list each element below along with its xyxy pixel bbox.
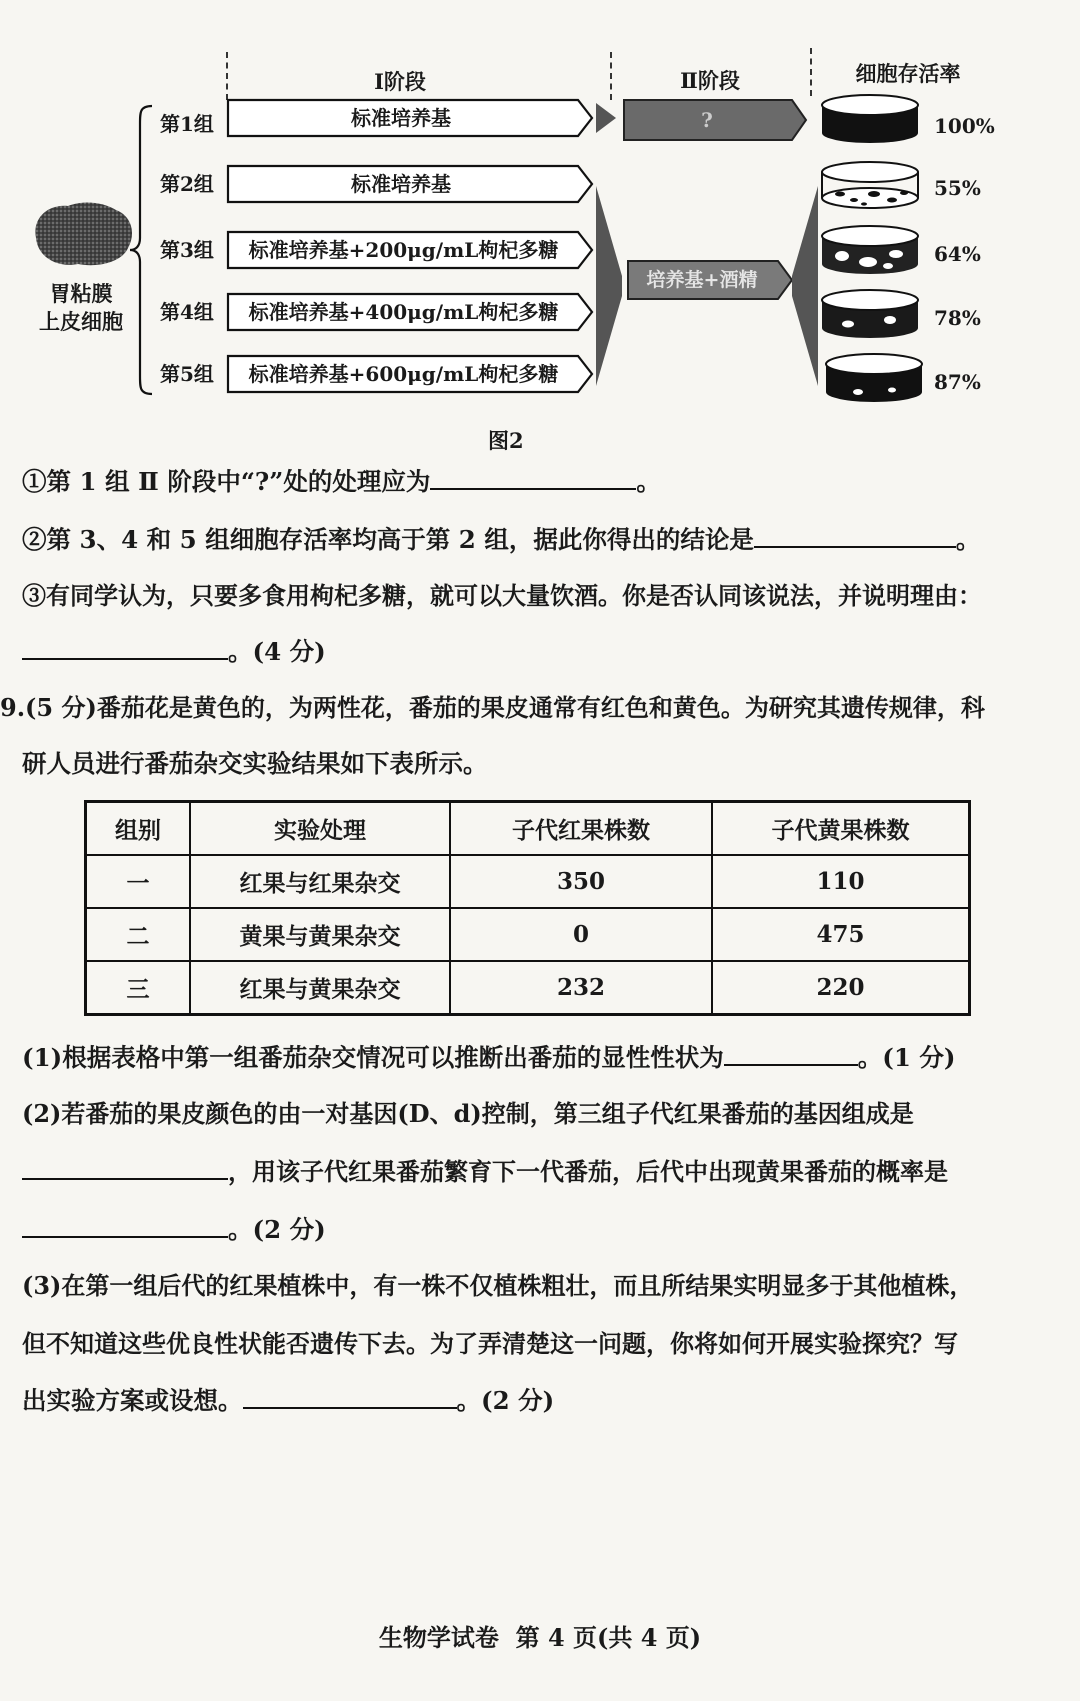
question-9-2-line3 — [22, 1214, 326, 1246]
stage2-arrow-shared — [626, 259, 794, 301]
survival-3: 64% — [934, 242, 981, 266]
table-cell: 一 — [86, 855, 191, 908]
table-row — [86, 908, 970, 961]
question-8-2-text: ②第 3、4 和 5 组细胞存活率均高于第 2 组，据此你得出的结论是 — [22, 525, 754, 554]
table-cell: 二 — [86, 908, 191, 961]
dish-group-3 — [818, 224, 922, 276]
answer-blank-8-3[interactable] — [22, 636, 228, 660]
answer-blank-9-1[interactable] — [724, 1042, 858, 1066]
question-9-3-line3 — [22, 1385, 554, 1417]
table-cell: 110 — [712, 855, 970, 908]
question-8-1-end: 。 — [636, 467, 661, 496]
treatment-5: 标准培养基+600μg/mL枸杞多糖 — [248, 362, 559, 386]
table-cell: 红果与黄果杂交 — [190, 961, 450, 1015]
cross-results-table — [84, 800, 971, 1016]
table-cell: 黄果与黄果杂交 — [190, 908, 450, 961]
table-cell: 三 — [86, 961, 191, 1015]
question-8-3-end: 。(4 分) — [228, 637, 326, 666]
table-cell: 232 — [450, 961, 712, 1015]
question-8-2 — [22, 524, 980, 556]
treatment-2: 标准培养基 — [351, 172, 451, 196]
survival-1: 100% — [934, 114, 995, 138]
treatment-3: 标准培养基+200μg/mL枸杞多糖 — [248, 238, 559, 262]
table-header: 组别 — [86, 802, 191, 856]
table-cell: 475 — [712, 908, 970, 961]
question-9-2-line2 — [22, 1156, 948, 1188]
answer-blank-9-3[interactable] — [243, 1385, 457, 1409]
stage1-arrow-group-1 — [226, 98, 596, 138]
split-wedge — [790, 186, 820, 386]
dish-group-5 — [822, 352, 926, 404]
table-row — [86, 961, 970, 1015]
group-label-5: 第5组 — [160, 362, 214, 386]
table-header: 实验处理 — [190, 802, 450, 856]
question-9-3-line3-text: 出实验方案或设想。 — [22, 1386, 243, 1415]
question-9-3-line2: 但不知道这些优良性状能否遗传下去。为了弄清楚这一问题，你将如何开展实验探究？写 — [22, 1329, 958, 1358]
survival-header: 细胞存活率 — [855, 61, 961, 86]
table-cell: 350 — [450, 855, 712, 908]
group-label-4: 第4组 — [160, 300, 214, 324]
cell-label-line1: 胃粘膜 — [49, 281, 113, 306]
cell-clump-image — [28, 198, 138, 270]
question-8-3 — [22, 580, 982, 612]
group-label-3: 第3组 — [160, 238, 214, 262]
survival-4: 78% — [934, 306, 981, 330]
stage-divider — [810, 48, 812, 96]
table-cell: 红果与红果杂交 — [190, 855, 450, 908]
group-label-2: 第2组 — [160, 172, 214, 196]
page-footer: 生物学试卷 第 4 页(共 4 页) — [378, 1623, 702, 1652]
stage2-arrow-group-1 — [622, 98, 808, 142]
answer-blank-8-1[interactable] — [430, 466, 636, 490]
question-9-1-text: (1)根据表格中第一组番茄杂交情况可以推断出番茄的显性性状为 — [22, 1043, 724, 1072]
survival-5: 87% — [934, 370, 981, 394]
dish-group-4 — [818, 288, 922, 340]
question-8-2-end: 。 — [955, 525, 981, 554]
question-9-1-end: 。(1 分) — [857, 1043, 956, 1072]
treatment-1: 标准培养基 — [351, 106, 451, 130]
stage2-treatment: 培养基+酒精 — [646, 269, 758, 291]
question-9-2-line1: (2)若番茄的果皮颜色的由一对基因(D、d)控制，第三组子代红果番茄的基因组成是 — [22, 1099, 914, 1128]
table-row — [86, 855, 970, 908]
connector-arrow-1 — [596, 103, 618, 133]
question-8-1-text: ①第 1 组 Ⅱ 阶段中“?”处的处理应为 — [22, 467, 431, 496]
question-9-1 — [22, 1042, 956, 1074]
stage-divider — [610, 52, 612, 100]
stage1-arrow-group-5 — [226, 354, 596, 394]
table-header-row — [86, 802, 970, 856]
question-9-3-line1: (3)在第一组后代的红果植株中，有一株不仅植株粗壮，而且所结果实明显多于其他植株， — [22, 1271, 974, 1300]
cell-label-line2: 上皮细胞 — [39, 309, 123, 334]
stage-2-header: Ⅱ阶段 — [680, 68, 740, 93]
table-header: 子代黄果株数 — [712, 802, 970, 856]
table-header: 子代红果株数 — [450, 802, 712, 856]
merge-wedge — [596, 186, 626, 386]
question-9-2-end: 。(2 分) — [228, 1215, 326, 1244]
question-8-3-text: ③有同学认为，只要多食用枸杞多糖，就可以大量饮酒。你是否认同该说法，并说明理由： — [22, 581, 982, 610]
answer-blank-9-2b[interactable] — [22, 1214, 228, 1238]
figure-caption: 图2 — [488, 428, 524, 453]
answer-blank-8-2[interactable] — [754, 524, 956, 548]
question-8-1 — [22, 466, 661, 498]
dish-group-1 — [818, 93, 922, 145]
question-9-3-end: 。(2 分) — [456, 1386, 555, 1415]
stage-divider — [226, 52, 228, 100]
question-9-2-line2-text: ，用该子代红果番茄繁育下一代番茄，后代中出现黄果番茄的概率是 — [228, 1157, 948, 1186]
answer-blank-9-2a[interactable] — [22, 1156, 228, 1180]
table-cell: 0 — [450, 908, 712, 961]
question-9-intro-1: 9.(5 分)番茄花是黄色的，为两性花，番茄的果皮通常有红色和黄色。为研究其遗传规律，科 — [0, 693, 985, 722]
dish-group-2 — [818, 160, 922, 210]
group-label-1: 第1组 — [160, 112, 214, 136]
group-brace — [128, 104, 156, 396]
stage2-question-mark: ? — [701, 108, 713, 132]
question-9-intro-2: 研人员进行番茄杂交实验结果如下表所示。 — [22, 749, 488, 778]
cell-label — [26, 280, 136, 336]
survival-2: 55% — [934, 176, 981, 200]
stage-1-header: Ⅰ阶段 — [374, 69, 426, 94]
stage1-arrow-group-2 — [226, 164, 596, 204]
question-8-3-answer — [22, 636, 326, 668]
stage1-arrow-group-4 — [226, 292, 596, 332]
treatment-4: 标准培养基+400μg/mL枸杞多糖 — [248, 300, 559, 324]
table-cell: 220 — [712, 961, 970, 1015]
stage1-arrow-group-3 — [226, 230, 596, 270]
